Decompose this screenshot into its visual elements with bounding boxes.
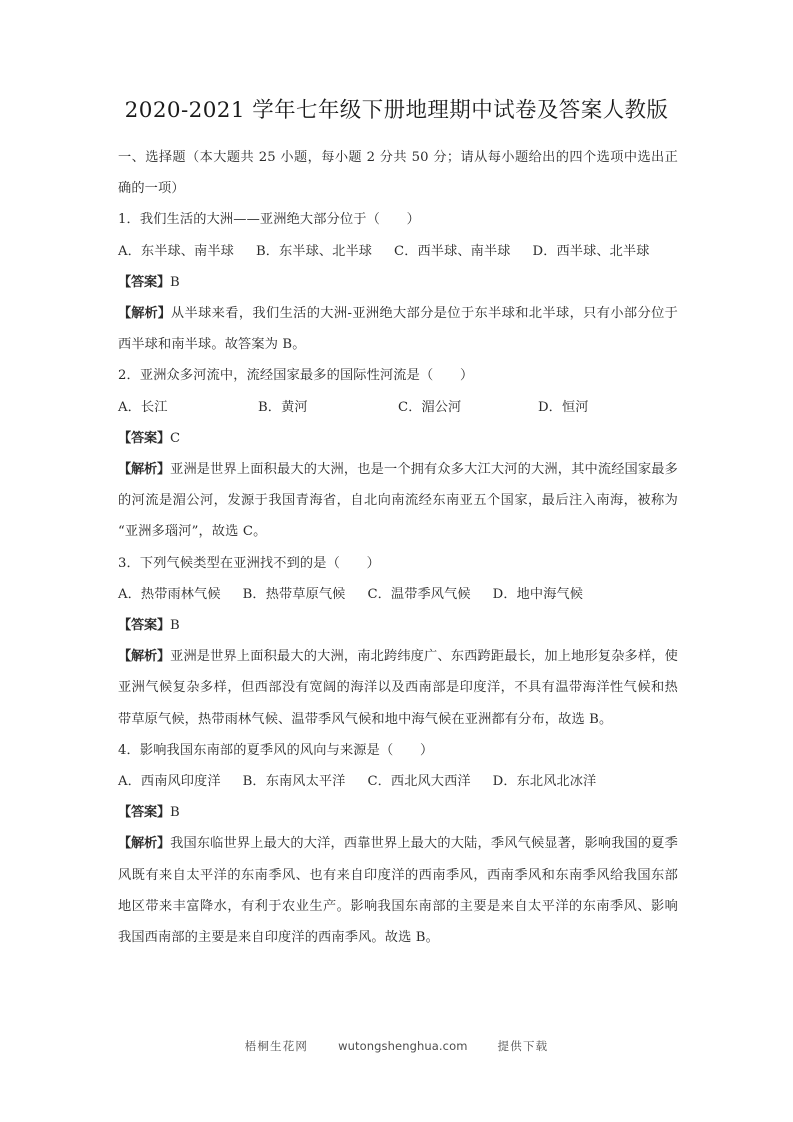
analysis-text: 亚洲是世界上面积最大的大洲，也是一个拥有众多大江大河的大洲，其中流经国家最多的河流是湄公河，发源于我国青海省，自北向南流经东南亚五个国家，最后注入南海，被称为“亚洲多瑙河”，故选 C。 xyxy=(118,462,678,540)
option-c[interactable]: C．湄公河 xyxy=(398,399,462,415)
footer-site-name: 梧桐生花网 xyxy=(244,1039,309,1053)
document-body xyxy=(118,142,678,953)
section-intro: 一、选择题（本大题共 25 小题，每小题 2 分共 50 分；请从每小题给出的四个选项中选出正确的一项） xyxy=(118,150,678,197)
answer-line xyxy=(118,610,678,641)
analysis-line xyxy=(118,641,678,735)
option-c[interactable]: C．温带季风气候 xyxy=(367,586,471,602)
page-title: 2020-2021 学年七年级下册地理期中试卷及答案人教版 xyxy=(124,98,669,123)
question-options xyxy=(118,766,678,797)
answer-line xyxy=(118,267,678,298)
footer-site-url: wutongshenghua.com xyxy=(338,1039,468,1053)
footer-watermark xyxy=(0,1038,793,1054)
question-stem: 3．下列气候类型在亚洲找不到的是（ ） xyxy=(118,555,380,571)
question-stem: 2．亚洲众多河流中，流经国家最多的国际性河流是（ ） xyxy=(118,368,474,384)
question-options xyxy=(118,579,678,610)
question-stem: 4．影响我国东南部的夏季风的风向与来源是（ ） xyxy=(118,742,434,758)
question-stem: 1．我们生活的大洲——亚洲绝大部分位于（ ） xyxy=(118,212,420,228)
analysis-label: 【解析】 xyxy=(118,306,171,322)
analysis-line xyxy=(118,454,678,548)
option-b[interactable]: B．东南风太平洋 xyxy=(242,774,346,790)
option-d[interactable]: D．西半球、北半球 xyxy=(532,243,650,259)
analysis-text: 从半球来看，我们生活的大洲-亚洲绝大部分是位于东半球和北半球，只有小部分位于西半球和南半球。故答案为 B。 xyxy=(118,306,678,353)
option-d[interactable]: D．东北风北冰洋 xyxy=(492,774,597,790)
option-d[interactable]: D．地中海气候 xyxy=(492,586,584,602)
analysis-line xyxy=(118,298,678,360)
option-b[interactable]: B．黄河 xyxy=(258,399,308,415)
option-a[interactable]: A．西南风印度洋 xyxy=(118,774,221,790)
option-d[interactable]: D．恒河 xyxy=(538,399,589,415)
question-options xyxy=(118,392,678,423)
option-b[interactable]: B．热带草原气候 xyxy=(242,586,346,602)
answer-value: B xyxy=(169,618,180,634)
option-a[interactable]: A．东半球、南半球 xyxy=(118,243,234,259)
answer-label: 【答案】 xyxy=(118,618,170,634)
option-a[interactable]: A．热带雨林气候 xyxy=(118,586,221,602)
analysis-label: 【解析】 xyxy=(118,836,171,852)
answer-label: 【答案】 xyxy=(118,274,170,290)
answer-label: 【答案】 xyxy=(118,430,170,446)
answer-value: C xyxy=(169,430,181,446)
answer-line xyxy=(118,423,678,454)
question-options xyxy=(118,236,678,267)
option-a[interactable]: A．长江 xyxy=(118,399,168,415)
answer-value: B xyxy=(169,805,180,821)
analysis-text: 亚洲是世界上面积最大的大洲，南北跨纬度广、东西跨距最长，加上地形复杂多样，使亚洲气候复杂多样，但西部没有宽阔的海洋以及西南部是印度洋，不具有温带海洋性气候和热带草原气候，热带雨林气候、温带季风气候和地中海气候在亚洲都有分布，故选 B。 xyxy=(118,649,678,727)
analysis-label: 【解析】 xyxy=(118,649,171,665)
analysis-line xyxy=(118,828,678,953)
option-c[interactable]: C．西半球、南半球 xyxy=(394,243,511,259)
answer-value: B xyxy=(169,274,180,290)
option-c[interactable]: C．西北风大西洋 xyxy=(367,774,471,790)
option-b[interactable]: B．东半球、北半球 xyxy=(255,243,373,259)
answer-label: 【答案】 xyxy=(118,805,170,821)
answer-line xyxy=(118,797,678,828)
footer-download-label: 提供下载 xyxy=(497,1039,549,1053)
analysis-text: 我国东临世界上最大的大洋，西靠世界上最大的大陆，季风气候显著，影响我国的夏季风既有来自太平洋的东南季风、也有来自印度洋的西南季风，西南季风和东南季风给我国东部地区带来丰富降水，有利于农业生产。影响我国东南部的主要是来自太平洋的东南季风、影响我国西南部的主要是来自印度洋的西南季风。故选 B。 xyxy=(118,836,678,946)
analysis-label: 【解析】 xyxy=(118,462,171,478)
